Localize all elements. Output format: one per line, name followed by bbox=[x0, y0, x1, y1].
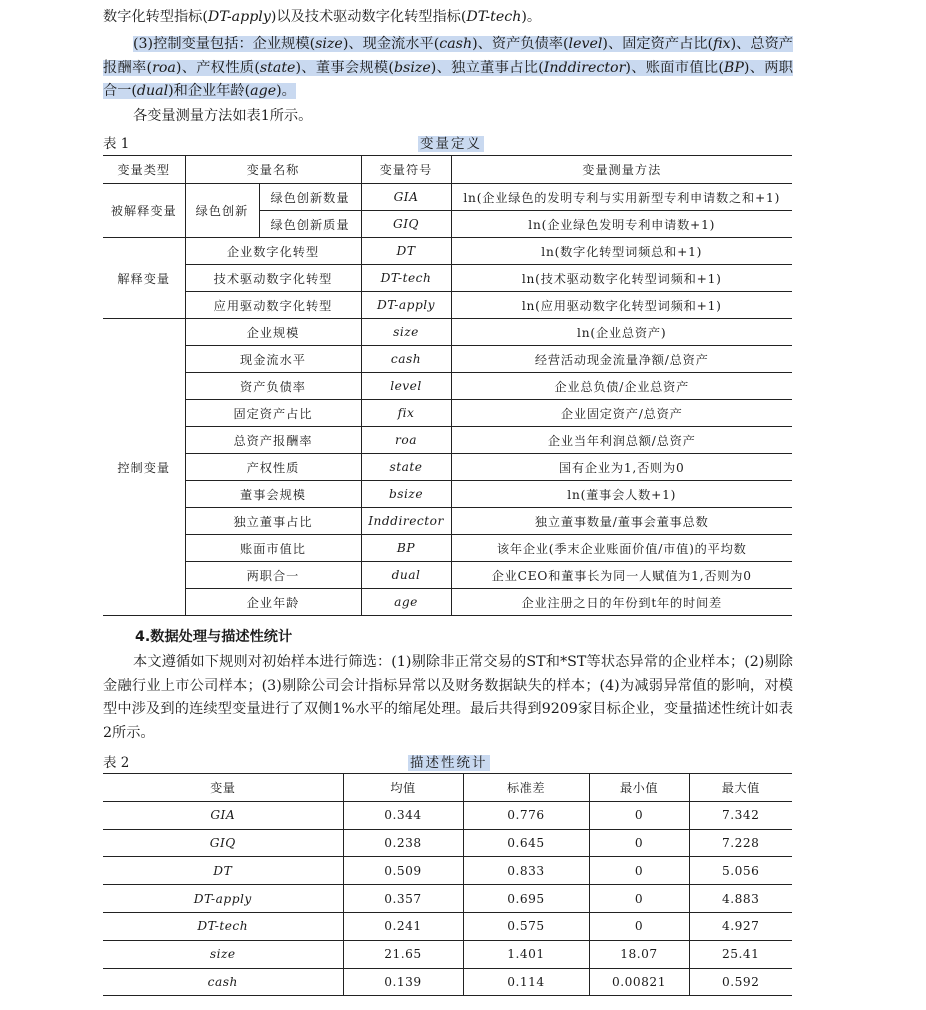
method-cell: ln(企业绿色发明专利申请数+1) bbox=[451, 211, 792, 238]
var-fix: fix bbox=[713, 36, 731, 52]
var-level: level bbox=[568, 36, 603, 52]
name-cell: 企业规模 bbox=[185, 319, 361, 346]
text-span: )。 bbox=[521, 9, 542, 25]
header-cell: 均值 bbox=[343, 774, 463, 802]
name-cell: 应用驱动数字化转型 bbox=[185, 292, 361, 319]
method-cell: ln(应用驱动数字化转型词频和+1) bbox=[451, 292, 792, 319]
text-span: 数字化转型指标( bbox=[103, 9, 208, 25]
text-span: (3)控制变量包括：企业规模( bbox=[133, 36, 316, 52]
table1-label: 表 1 bbox=[103, 136, 130, 152]
table-row bbox=[103, 265, 792, 292]
max-cell: 4.883 bbox=[689, 885, 792, 913]
symbol-cell: BP bbox=[361, 535, 451, 562]
name-cell: 总资产报酬率 bbox=[185, 427, 361, 454]
min-cell: 0 bbox=[589, 829, 689, 857]
symbol-cell: state bbox=[361, 454, 451, 481]
table-row bbox=[103, 589, 792, 616]
subgroup-cell: 绿色创新 bbox=[185, 184, 259, 238]
method-cell: ln(企业总资产) bbox=[451, 319, 792, 346]
var-dual: dual bbox=[136, 83, 169, 99]
table-row bbox=[103, 319, 792, 346]
header-cell: 最小值 bbox=[589, 774, 689, 802]
max-cell: 25.41 bbox=[689, 940, 792, 968]
symbol-cell: bsize bbox=[361, 481, 451, 508]
variable-cell: size bbox=[103, 940, 343, 968]
max-cell: 5.056 bbox=[689, 857, 792, 885]
name-cell: 技术驱动数字化转型 bbox=[185, 265, 361, 292]
text-span: )、两职合一( bbox=[103, 59, 793, 99]
method-cell: 国有企业为1,否则为0 bbox=[451, 454, 792, 481]
symbol-cell: level bbox=[361, 373, 451, 400]
variable-cell: DT bbox=[103, 857, 343, 885]
symbol-cell: Inddirector bbox=[361, 508, 451, 535]
group-cell: 被解释变量 bbox=[103, 184, 185, 238]
sd-cell: 0.114 bbox=[463, 968, 589, 996]
table-row bbox=[103, 508, 792, 535]
name-cell: 独立董事占比 bbox=[185, 508, 361, 535]
table-row bbox=[103, 184, 792, 211]
table-row bbox=[103, 427, 792, 454]
min-cell: 0 bbox=[589, 885, 689, 913]
variable-cell: GIQ bbox=[103, 829, 343, 857]
var-dt-apply: DT-apply bbox=[207, 9, 271, 25]
sd-cell: 0.575 bbox=[463, 912, 589, 940]
variable-cell: DT-apply bbox=[103, 885, 343, 913]
header-cell: 变量符号 bbox=[361, 156, 451, 184]
var-bp: BP bbox=[723, 59, 744, 76]
var-cash: cash bbox=[439, 36, 473, 52]
mean-cell: 0.238 bbox=[343, 829, 463, 857]
name-cell: 绿色创新质量 bbox=[259, 211, 361, 238]
variable-cell: cash bbox=[103, 968, 343, 996]
section-heading: 4.数据处理与描述性统计 bbox=[135, 629, 293, 645]
symbol-cell: age bbox=[361, 589, 451, 616]
name-cell: 董事会规模 bbox=[185, 481, 361, 508]
var-dt-tech: DT-tech bbox=[466, 9, 522, 25]
method-cell: 企业固定资产/总资产 bbox=[451, 400, 792, 427]
max-cell: 4.927 bbox=[689, 912, 792, 940]
symbol-cell: dual bbox=[361, 562, 451, 589]
header-cell: 变量名称 bbox=[185, 156, 361, 184]
var-size: size bbox=[315, 36, 343, 52]
text-span: )以及技术驱动数字化转型指标( bbox=[270, 9, 467, 25]
max-cell: 0.592 bbox=[689, 968, 792, 996]
header-cell: 变量 bbox=[103, 774, 343, 802]
sd-cell: 0.695 bbox=[463, 885, 589, 913]
method-cell: 经营活动现金流量净额/总资产 bbox=[451, 346, 792, 373]
symbol-cell: DT-tech bbox=[361, 265, 451, 292]
min-cell: 18.07 bbox=[589, 940, 689, 968]
control-variables-paragraph bbox=[103, 33, 793, 104]
name-cell: 资产负债率 bbox=[185, 373, 361, 400]
text-span: )和企业年龄( bbox=[168, 83, 251, 99]
table-row bbox=[103, 400, 792, 427]
text-span: )、产权性质( bbox=[175, 59, 260, 76]
symbol-cell: GIQ bbox=[361, 211, 451, 238]
header-cell: 变量类型 bbox=[103, 156, 185, 184]
var-roa: roa bbox=[152, 59, 176, 76]
table-row bbox=[103, 829, 792, 857]
var-age: age bbox=[250, 83, 277, 99]
descriptive-statistics-table bbox=[103, 773, 792, 996]
table1-header-row bbox=[103, 156, 792, 184]
table-row bbox=[103, 292, 792, 319]
symbol-cell: size bbox=[361, 319, 451, 346]
header-cell: 变量测量方法 bbox=[451, 156, 792, 184]
max-cell: 7.228 bbox=[689, 829, 792, 857]
var-state: state bbox=[259, 59, 296, 76]
name-cell: 企业年龄 bbox=[185, 589, 361, 616]
name-cell: 两职合一 bbox=[185, 562, 361, 589]
table-row bbox=[103, 940, 792, 968]
table2-header-row bbox=[103, 774, 792, 802]
table-row bbox=[103, 885, 792, 913]
symbol-cell: DT bbox=[361, 238, 451, 265]
header-cell: 最大值 bbox=[689, 774, 792, 802]
name-cell: 产权性质 bbox=[185, 454, 361, 481]
table-row bbox=[103, 238, 792, 265]
name-cell: 现金流水平 bbox=[185, 346, 361, 373]
method-cell: 企业总负债/企业总资产 bbox=[451, 373, 792, 400]
variable-cell: GIA bbox=[103, 801, 343, 829]
text-span: )、现金流水平( bbox=[342, 36, 440, 52]
symbol-cell: DT-apply bbox=[361, 292, 451, 319]
symbol-cell: GIA bbox=[361, 184, 451, 211]
mean-cell: 0.139 bbox=[343, 968, 463, 996]
text-span: )、董事会规模( bbox=[295, 59, 394, 76]
text-span: )、固定资产占比( bbox=[602, 36, 714, 52]
mean-cell: 0.241 bbox=[343, 912, 463, 940]
max-cell: 7.342 bbox=[689, 801, 792, 829]
text-span: )、账面市值比( bbox=[625, 59, 724, 76]
name-cell: 固定资产占比 bbox=[185, 400, 361, 427]
symbol-cell: roa bbox=[361, 427, 451, 454]
variable-cell: DT-tech bbox=[103, 912, 343, 940]
method-cell: 企业当年利润总额/总资产 bbox=[451, 427, 792, 454]
intro-line bbox=[103, 6, 793, 30]
method-cell: 该年企业(季末企业账面价值/市值)的平均数 bbox=[451, 535, 792, 562]
data-processing-paragraph: 本文遵循如下规则对初始样本进行筛选：(1)剔除非正常交易的ST和*ST等状态异常的企业样本；(2)剔除金融行业上市公司样本；(3)剔除公司会计指标异常以及财务数据缺失的样本；(4)为减弱异常值的影响，对模型中涉及到的连续型变量进行了双侧1%水平的缩尾处理。最后共得到9209家目标企业，变量描述性统计如表2所示。 bbox=[103, 654, 793, 741]
name-cell: 账面市值比 bbox=[185, 535, 361, 562]
method-cell: ln(数字化转型词频总和+1) bbox=[451, 238, 792, 265]
symbol-cell: fix bbox=[361, 400, 451, 427]
min-cell: 0 bbox=[589, 857, 689, 885]
table2-title-text: 描述性统计 bbox=[410, 755, 488, 771]
table-row bbox=[103, 535, 792, 562]
table-row bbox=[103, 481, 792, 508]
table-row bbox=[103, 373, 792, 400]
text-span: )。 bbox=[276, 83, 296, 99]
table-row bbox=[103, 562, 792, 589]
group-cell: 解释变量 bbox=[103, 238, 185, 319]
text-span: )、资产负债率( bbox=[472, 36, 569, 52]
min-cell: 0 bbox=[589, 912, 689, 940]
mean-cell: 0.344 bbox=[343, 801, 463, 829]
table-row bbox=[103, 968, 792, 996]
method-cell: 独立董事数量/董事会董事总数 bbox=[451, 508, 792, 535]
text-span: )、总资产报酬率( bbox=[103, 36, 793, 76]
table-row bbox=[103, 454, 792, 481]
mean-cell: 21.65 bbox=[343, 940, 463, 968]
table-row bbox=[103, 857, 792, 885]
table1-title bbox=[418, 132, 484, 152]
min-cell: 0.00821 bbox=[589, 968, 689, 996]
table-row bbox=[103, 346, 792, 373]
var-inddirector: Inddirector bbox=[543, 59, 626, 76]
method-cell: ln(董事会人数+1) bbox=[451, 481, 792, 508]
table2-title bbox=[408, 751, 490, 771]
table2-label: 表 2 bbox=[103, 755, 130, 771]
sd-cell: 0.776 bbox=[463, 801, 589, 829]
var-bsize: bsize bbox=[393, 59, 431, 76]
mean-cell: 0.357 bbox=[343, 885, 463, 913]
table-row bbox=[103, 801, 792, 829]
group-cell: 控制变量 bbox=[103, 319, 185, 616]
method-cell: 企业注册之日的年份到t年的时间差 bbox=[451, 589, 792, 616]
sd-cell: 0.833 bbox=[463, 857, 589, 885]
sd-cell: 1.401 bbox=[463, 940, 589, 968]
header-cell: 标准差 bbox=[463, 774, 589, 802]
text-span: )、独立董事占比( bbox=[430, 59, 544, 76]
method-cell: 企业CEO和董事长为同一人赋值为1,否则为0 bbox=[451, 562, 792, 589]
table1-title-text: 变量定义 bbox=[420, 136, 482, 152]
method-sentence: 各变量测量方法如表1所示。 bbox=[133, 108, 313, 124]
table-row bbox=[103, 912, 792, 940]
highlighted-selection bbox=[103, 36, 793, 99]
name-cell: 企业数字化转型 bbox=[185, 238, 361, 265]
mean-cell: 0.509 bbox=[343, 857, 463, 885]
name-cell: 绿色创新数量 bbox=[259, 184, 361, 211]
variable-definition-table bbox=[103, 155, 792, 616]
method-cell: ln(企业绿色的发明专利与实用新型专利申请数之和+1) bbox=[451, 184, 792, 211]
sd-cell: 0.645 bbox=[463, 829, 589, 857]
symbol-cell: cash bbox=[361, 346, 451, 373]
min-cell: 0 bbox=[589, 801, 689, 829]
method-cell: ln(技术驱动数字化转型词频和+1) bbox=[451, 265, 792, 292]
